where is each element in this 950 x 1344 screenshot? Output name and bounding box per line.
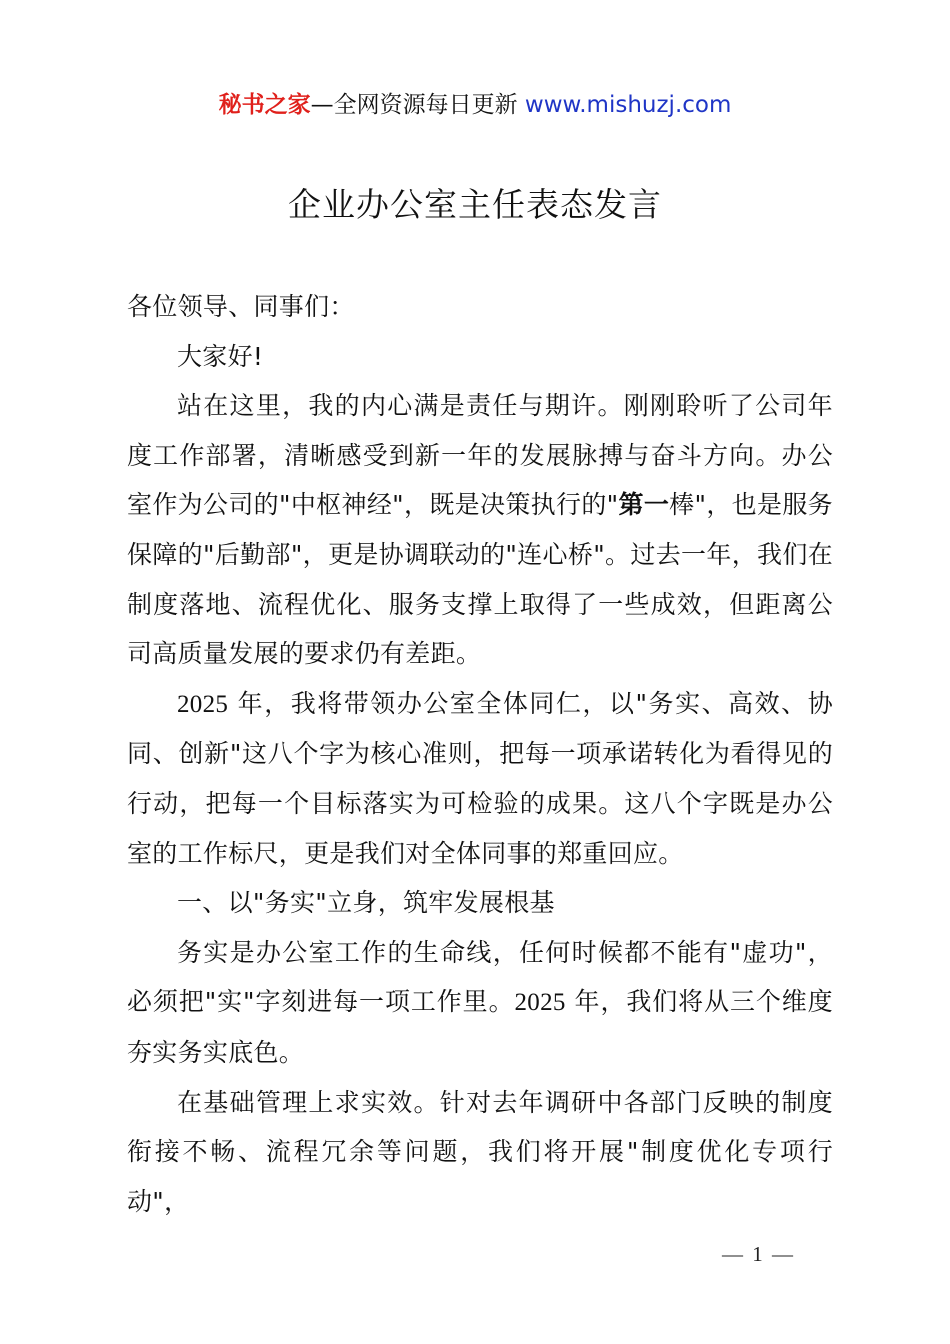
- paragraph-3: [127, 928, 833, 1078]
- header-tagline: —全网资源每日更新: [310, 92, 525, 118]
- paragraph-3-year: 2025: [514, 989, 566, 1017]
- paragraph-1-part-a: 站在这里，我的内心满是责任与期许。刚刚聆听了公司年度工作部署，清晰感受到新一年的发展脉搏与奋斗方向。办公室作为公司的"中枢神经"，既是决策执行的": [127, 391, 833, 520]
- paragraph-2: [127, 679, 833, 878]
- site-header: [0, 88, 950, 122]
- document-title: 企业办公室主任表态发言: [288, 185, 662, 224]
- salutation: 各位领导、同事们：: [127, 292, 355, 321]
- greeting: 大家好!: [177, 341, 264, 371]
- section-1-heading: 一、以"务实"立身，筑牢发展根基: [177, 888, 555, 918]
- paragraph-4: 在基础管理上求实效。针对去年调研中各部门反映的制度衔接不畅、流程冗余等问题，我们将开展"制度优化专项行动"，: [127, 1087, 833, 1216]
- page-number: — 1 —: [722, 1242, 795, 1266]
- brand-name: 秘书之家: [218, 92, 311, 118]
- paragraph-3-part-b: 年，我们将从三个维度夯实务实底色。: [127, 987, 833, 1067]
- paragraph-1-part-b: 棒"，也是服务保障的"后勤部"，更是协调联动的"连心桥"。过去一年，我们在制度落地、流程优化、服务支撑上取得了一些成效，但距离公司高质量发展的要求仍有差距。: [127, 490, 833, 669]
- paragraph-3-part-a: 务实是办公室工作的生命线，任何时候都不能有"虚功"，必须把"实"字刻进每一项工作里。: [127, 937, 833, 1017]
- paragraph-1-bold: 第一: [618, 490, 670, 520]
- document-body: [127, 282, 833, 1226]
- paragraph-2-text: 年，我将带领办公室全体同仁，以"务实、高效、协同、创新"这八个字为核心准则，把每一项承诺转化为看得见的行动，把每一个目标落实为可检验的成果。这八个字既是办公室的工作标尺，更是我们对全体同事的郑重回应。: [127, 688, 833, 868]
- paragraph-1: [127, 381, 833, 679]
- paragraph-2-year: 2025: [177, 690, 229, 718]
- site-url-link[interactable]: www.mishuzj.com: [524, 92, 732, 118]
